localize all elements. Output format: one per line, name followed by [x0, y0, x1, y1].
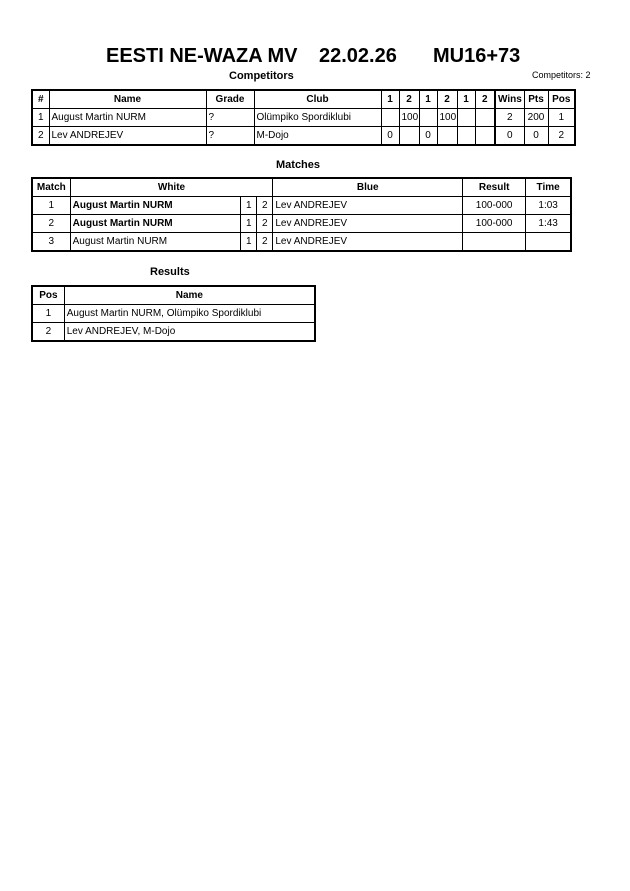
cell-num: 2 [32, 127, 49, 146]
competitors-header-row [32, 90, 575, 109]
competitors-count: Competitors: 2 [532, 70, 591, 80]
table-row [32, 197, 571, 215]
col-white: White [70, 178, 273, 197]
cell-pts: 200 [524, 109, 548, 127]
results-table [31, 285, 316, 342]
cell-round [457, 109, 475, 127]
cell-round [457, 127, 475, 146]
col-round: 1 [381, 90, 399, 109]
cell-blue: Lev ANDREJEV [273, 215, 463, 233]
cell-white: August Martin NURM [70, 233, 241, 252]
cell-round: 100 [437, 109, 457, 127]
cell-round [475, 109, 495, 127]
cell-blue-num: 2 [257, 197, 273, 215]
cell-result: 100-000 [463, 197, 526, 215]
table-row [32, 305, 315, 323]
col-result: Result [463, 178, 526, 197]
col-round: 1 [457, 90, 475, 109]
cell-wins: 2 [495, 109, 524, 127]
cell-round [475, 127, 495, 146]
cell-blue-num: 2 [257, 215, 273, 233]
matches-table [31, 177, 572, 252]
table-row [32, 109, 575, 127]
cell-name: Lev ANDREJEV, M-Dojo [64, 323, 315, 342]
table-row [32, 127, 575, 146]
cell-match: 1 [32, 197, 70, 215]
col-round: 1 [419, 90, 437, 109]
matches-header-row [32, 178, 571, 197]
results-header-row [32, 286, 315, 305]
cell-round [437, 127, 457, 146]
cell-num: 1 [32, 109, 49, 127]
competitors-table [31, 89, 576, 146]
col-wins: Wins [495, 90, 524, 109]
cell-name: August Martin NURM [49, 109, 206, 127]
cell-pos: 1 [548, 109, 575, 127]
cell-round: 100 [399, 109, 419, 127]
col-blue: Blue [273, 178, 463, 197]
cell-name: August Martin NURM, Olümpiko Spordiklubi [64, 305, 315, 323]
event-date: 22.02.26 [319, 45, 397, 67]
cell-white-num: 1 [241, 215, 257, 233]
page-title [0, 45, 630, 71]
results-heading: Results [150, 266, 190, 278]
col-pos: Pos [32, 286, 64, 305]
cell-club: Olümpiko Spordiklubi [254, 109, 381, 127]
cell-white: August Martin NURM [70, 197, 241, 215]
competitors-heading: Competitors [229, 70, 294, 82]
cell-round: 0 [381, 127, 399, 146]
cell-time: 1:43 [526, 215, 571, 233]
col-match: Match [32, 178, 70, 197]
col-name: Name [49, 90, 206, 109]
col-grade: Grade [206, 90, 254, 109]
cell-grade: ? [206, 109, 254, 127]
table-row [32, 215, 571, 233]
cell-white-num: 1 [241, 197, 257, 215]
table-row [32, 323, 315, 342]
cell-pos: 1 [32, 305, 64, 323]
cell-name: Lev ANDREJEV [49, 127, 206, 146]
cell-pos: 2 [548, 127, 575, 146]
cell-blue-num: 2 [257, 233, 273, 252]
cell-round: 0 [419, 127, 437, 146]
col-round: 2 [437, 90, 457, 109]
col-club: Club [254, 90, 381, 109]
col-time: Time [526, 178, 571, 197]
cell-time: 1:03 [526, 197, 571, 215]
cell-grade: ? [206, 127, 254, 146]
event-category: MU16+73 [433, 45, 521, 67]
cell-round [381, 109, 399, 127]
col-pts: Pts [524, 90, 548, 109]
col-round: 2 [399, 90, 419, 109]
cell-match: 2 [32, 215, 70, 233]
cell-club: M-Dojo [254, 127, 381, 146]
cell-result: 100-000 [463, 215, 526, 233]
matches-heading: Matches [276, 159, 321, 171]
col-name: Name [64, 286, 315, 305]
cell-white: August Martin NURM [70, 215, 241, 233]
col-num: # [32, 90, 49, 109]
cell-round [419, 109, 437, 127]
cell-white-num: 1 [241, 233, 257, 252]
table-row [32, 233, 571, 252]
cell-pts: 0 [524, 127, 548, 146]
col-round: 2 [475, 90, 495, 109]
cell-blue: Lev ANDREJEV [273, 197, 463, 215]
event-title: EESTI NE-WAZA MV [106, 45, 298, 67]
cell-wins: 0 [495, 127, 524, 146]
cell-match: 3 [32, 233, 70, 252]
cell-result [463, 233, 526, 252]
cell-pos: 2 [32, 323, 64, 342]
cell-blue: Lev ANDREJEV [273, 233, 463, 252]
col-pos: Pos [548, 90, 575, 109]
cell-round [399, 127, 419, 146]
cell-time [526, 233, 571, 252]
